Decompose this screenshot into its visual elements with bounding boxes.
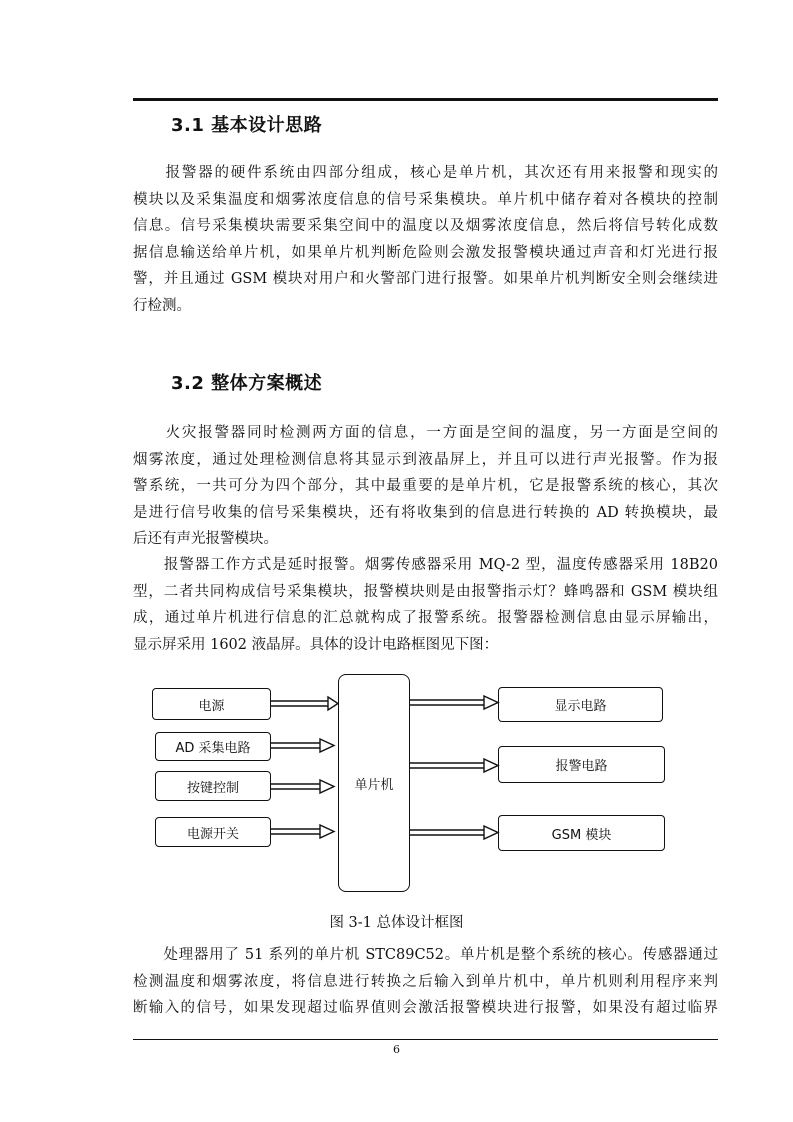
arrow-key-to-mcu <box>271 780 334 793</box>
output-box-display: 显示电路 <box>498 687 663 722</box>
paragraph-working-mode <box>133 552 718 658</box>
header-rule <box>133 98 718 101</box>
text-line: 据信息输送给单片机，如果单片机判断危险则会激发报警模块通过声音和灯光进行报 <box>133 244 718 261</box>
paragraph-overview <box>133 420 718 553</box>
text-line: 信息。信号采集模块需要采集空间中的温度以及烟雾浓度信息，然后将信号转化成数 <box>133 218 718 234</box>
text-line: 检测温度和烟雾浓度，将信息进行转换之后输入到单片机中，单片机则利用程序来判 <box>133 973 718 990</box>
input-box-ad-circuit: AD 采集电路 <box>155 732 271 761</box>
mcu-box: 单片机 <box>338 674 410 892</box>
output-box-alarm: 报警电路 <box>498 746 665 783</box>
arrow-switch-to-mcu <box>271 825 334 838</box>
text-line: 行检测。 <box>133 297 191 314</box>
section-heading-3-2: 3.2 整体方案概述 <box>171 373 323 394</box>
text-line: 报警器的硬件系统由四部分组成，核心是单片机，其次还有用来报警和现实的 <box>133 165 718 181</box>
text-line: 型，二者共同构成信号采集模块，报警模块则是由报警指示灯？蜂鸣器和 GSM 模块组 <box>133 583 718 600</box>
text-line: 处理器用了 51 系列的单片机 STC89C52。单片机是整个系统的核心。传感器通过 <box>133 947 718 963</box>
arrow-ad-to-mcu <box>271 739 334 752</box>
output-box-gsm: GSM 模块 <box>498 815 665 851</box>
text-line: 火灾报警器同时检测两方面的信息，一方面是空间的温度，另一方面是空间的 <box>133 425 718 441</box>
page-number: 6 <box>393 1043 400 1056</box>
text-line: 烟雾浓度，通过处理检测信息将其显示到液晶屏上，并且可以进行声光报警。作为报 <box>133 451 718 468</box>
text-line: 显示屏采用 1602 液晶屏。具体的设计电路框图见下图： <box>133 636 499 653</box>
text-line: 是进行信号收集的信号采集模块，还有将收集到的信息进行转换的 AD 转换模块，最 <box>133 504 718 521</box>
arrow-mcu-to-display <box>410 696 498 709</box>
text-line: 成，通过单片机进行信息的汇总就构成了报警系统。报警器检测信息由显示屏输出， <box>133 610 718 626</box>
text-line: 后还有声光报警模块。 <box>133 531 278 547</box>
input-box-power: 电源 <box>152 688 271 720</box>
arrow-mcu-to-alarm <box>410 759 498 772</box>
figure-caption: 图 3-1 总体设计框图 <box>329 915 464 931</box>
section-heading-3-1: 3.1 基本设计思路 <box>171 115 323 136</box>
text-line: 警系统，一共可分为四个部分，其中最重要的是单片机，它是报警系统的核心，其次 <box>133 478 718 494</box>
text-line: 报警器工作方式是延时报警。烟雾传感器采用 MQ-2 型，温度传感器采用 18B20 <box>133 557 718 573</box>
arrow-power-to-mcu <box>271 697 338 710</box>
text-line: 警，并且通过 GSM 模块对用户和火警部门进行报警。如果单片机判断安全则会继续进 <box>133 271 718 287</box>
text-line: 断输入的信号，如果发现超过临界值则会激活报警模块进行报警，如果没有超过临界 <box>133 1000 718 1016</box>
footer-rule <box>133 1039 718 1040</box>
text-line: 模块以及采集温度和烟雾浓度信息的信号采集模块。单片机中储存着对各模块的控制 <box>133 191 718 208</box>
paragraph-design-idea <box>133 160 718 319</box>
paragraph-processor <box>133 942 718 1022</box>
arrow-mcu-to-gsm <box>410 826 498 839</box>
input-box-power-switch: 电源开关 <box>155 817 271 847</box>
input-box-key-control: 按键控制 <box>155 771 271 801</box>
